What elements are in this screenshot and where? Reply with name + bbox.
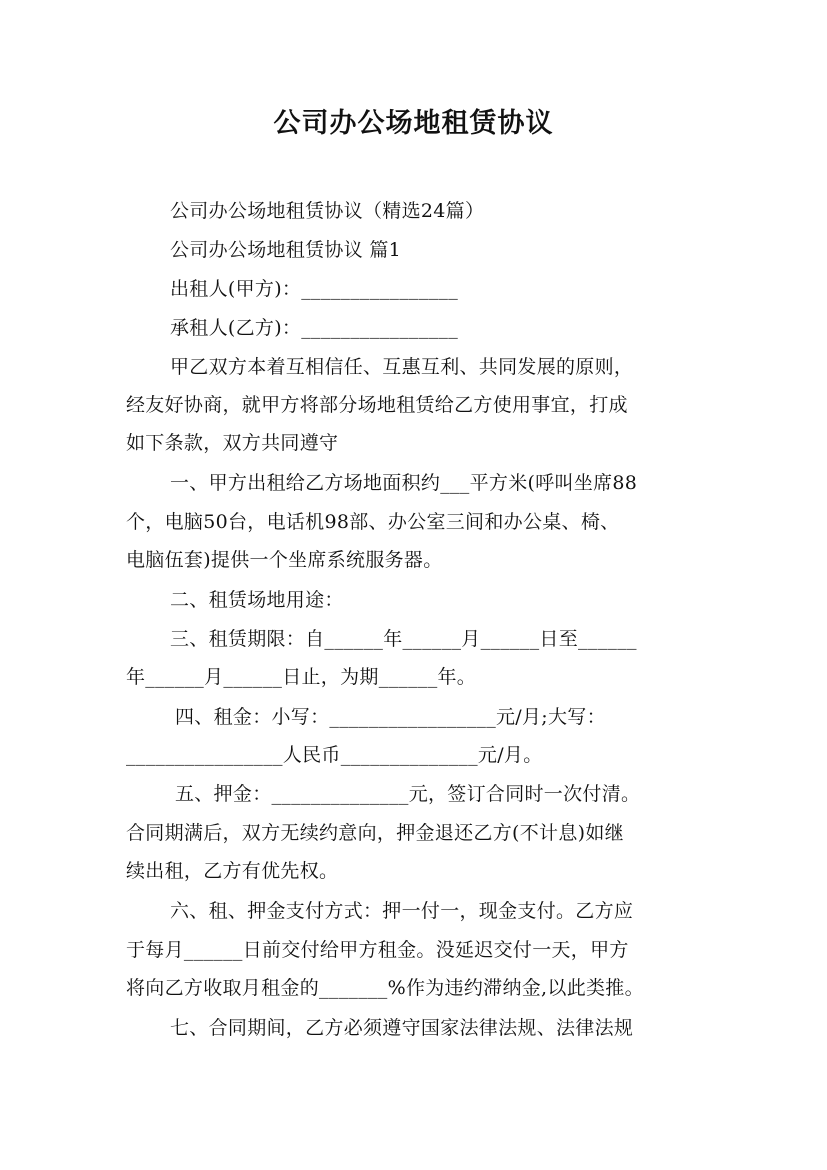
paragraph-line: 一、甲方出租给乙方场地面积约___平方米(呼叫坐席88 bbox=[170, 472, 638, 494]
paragraph-line: 个，电脑50台，电话机98部、办公室三间和办公桌、椅、 bbox=[126, 511, 620, 533]
paragraph-line: 续出租，乙方有优先权。 bbox=[126, 860, 339, 882]
paragraph-line: 电脑伍套)提供一个坐席系统服务器。 bbox=[126, 549, 443, 571]
paragraph-line: ________________人民币______________元/月。 bbox=[126, 744, 543, 766]
paragraph-line: 于每月______日前交付给甲方租金。没延迟交付一天，甲方 bbox=[126, 939, 629, 961]
paragraph-line: 公司办公场地租赁协议（精选24篇） bbox=[170, 200, 485, 222]
paragraph-line: 合同期满后，双方无续约意向，押金退还乙方(不计息)如继 bbox=[126, 822, 624, 844]
paragraph-line: 甲乙双方本着互相信任、互惠互利、共同发展的原则， bbox=[170, 356, 634, 378]
paragraph-line: 出租人(甲方)：________________ bbox=[170, 278, 459, 300]
paragraph-line: 六、租、押金支付方式：押一付一，现金支付。乙方应 bbox=[170, 900, 634, 922]
paragraph-line: 如下条款，双方共同遵守 bbox=[126, 432, 339, 454]
paragraph-line: 公司办公场地租赁协议 篇1 bbox=[170, 239, 402, 261]
paragraph-line: 四、租金：小写：_________________元/月;大写： bbox=[175, 706, 606, 728]
paragraph-line: 承租人(乙方)：________________ bbox=[170, 317, 459, 339]
paragraph-line: 二、租赁场地用途： bbox=[170, 589, 344, 611]
document-title: 公司办公场地租赁协议 bbox=[273, 108, 554, 139]
paragraph-line: 七、合同期间，乙方必须遵守国家法律法规、法律法规 bbox=[170, 1017, 634, 1039]
paragraph-line: 年______月______日止，为期______年。 bbox=[126, 666, 477, 688]
paragraph-line: 将向乙方收取月租金的_______%作为违约滞纳金,以此类推。 bbox=[126, 977, 644, 999]
paragraph-line: 五、押金：______________元，签订合同时一次付清。 bbox=[175, 783, 641, 805]
paragraph-line: 经友好协商，就甲方将部分场地租赁给乙方使用事宜，打成 bbox=[126, 394, 628, 416]
paragraph-line: 三、租赁期限：自______年______月______日至______ bbox=[170, 628, 637, 650]
